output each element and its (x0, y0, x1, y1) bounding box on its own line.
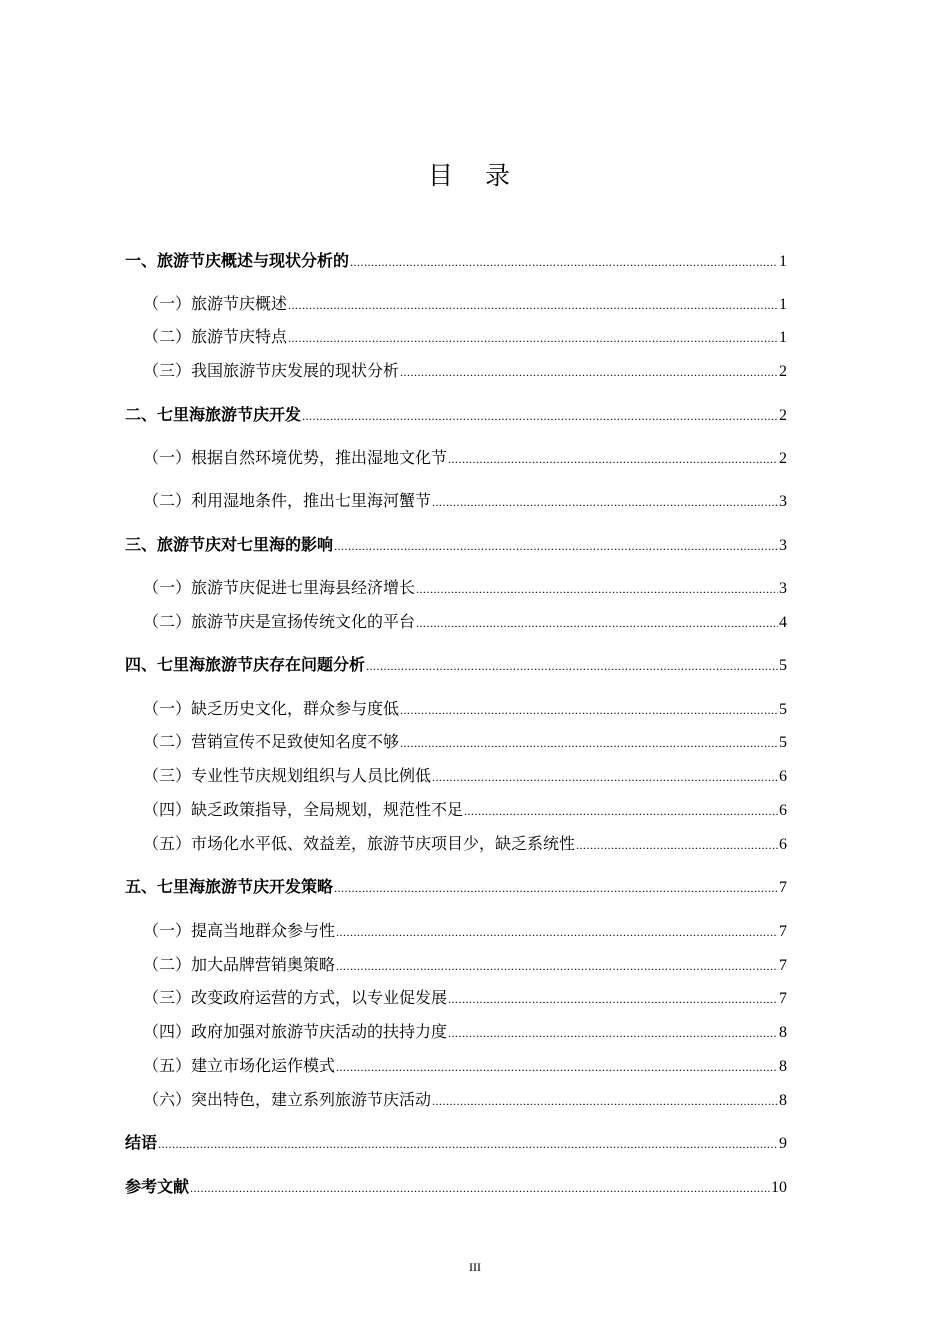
toc-page-number: 1 (779, 329, 787, 346)
toc-entry[interactable] (125, 293, 787, 316)
toc-page-number: 3 (779, 537, 787, 554)
toc-entry-text: （二）营销宣传不足致使知名度不够 (143, 732, 400, 751)
toc-entry[interactable] (125, 1089, 787, 1112)
toc-entry[interactable] (125, 876, 787, 899)
dot-leader (334, 535, 778, 557)
dot-leader (400, 699, 778, 721)
dot-leader (448, 448, 778, 470)
page-footer-number: III (469, 1260, 481, 1274)
toc-entry[interactable] (125, 698, 787, 721)
dot-leader (432, 1090, 778, 1112)
toc-entry-text: 二、七里海旅游节庆开发 (125, 405, 302, 424)
dot-leader (400, 732, 778, 754)
dot-leader (576, 834, 778, 856)
toc-page-number: 8 (779, 1024, 787, 1041)
toc-page-number: 2 (779, 363, 787, 380)
toc-entry-text: （二）利用湿地条件，推出七里海河蟹节 (143, 491, 432, 510)
dot-leader (350, 251, 778, 273)
toc-page-number: 1 (779, 253, 787, 270)
toc-entry[interactable] (125, 534, 787, 557)
toc-entry[interactable] (125, 654, 787, 677)
toc-page-number: 5 (779, 701, 787, 718)
toc-page-number: 5 (779, 734, 787, 751)
dot-leader (288, 294, 778, 316)
dot-leader (366, 655, 778, 677)
dot-leader (336, 1056, 778, 1078)
toc-page-number: 6 (779, 836, 787, 853)
toc-page-number: 7 (779, 923, 787, 940)
dot-leader (448, 1022, 778, 1044)
toc-entry[interactable] (125, 250, 787, 273)
toc-entry-text: （一）提高当地群众参与性 (143, 921, 336, 940)
toc-entry[interactable] (125, 326, 787, 349)
toc-entry-text: 结语 (125, 1133, 158, 1152)
toc-page-number: 9 (779, 1135, 787, 1152)
toc-entry-text: （一）根据自然环境优势，推出湿地文化节 (143, 448, 448, 467)
toc-entry-text: 三、旅游节庆对七里海的影响 (125, 535, 334, 554)
toc-entry-text: （三）我国旅游节庆发展的现状分析 (143, 361, 400, 380)
toc-page-number: 3 (779, 580, 787, 597)
toc-page-number: 1 (779, 296, 787, 313)
toc-entry-text: （四）缺乏政策指导，全局规划，规范性不足 (143, 800, 464, 819)
toc-page-number: 7 (779, 990, 787, 1007)
toc-entry[interactable] (125, 360, 787, 383)
dot-leader (336, 921, 778, 943)
toc-entry[interactable] (125, 1132, 787, 1155)
toc-entry-text: （一）缺乏历史文化，群众参与度低 (143, 699, 400, 718)
toc-entry-text: （二）旅游节庆是宣扬传统文化的平台 (143, 612, 416, 631)
toc-page-number: 7 (779, 957, 787, 974)
toc-entry[interactable] (125, 954, 787, 977)
toc-entry-text: （一）旅游节庆促进七里海县经济增长 (143, 578, 416, 597)
dot-leader (416, 578, 778, 600)
toc-entry[interactable] (125, 987, 787, 1010)
toc-entry-text: 五、七里海旅游节庆开发策略 (125, 877, 334, 896)
dot-leader (400, 361, 778, 383)
toc-page-number: 6 (779, 802, 787, 819)
toc-page-number: 8 (779, 1092, 787, 1109)
toc-entry[interactable] (125, 1055, 787, 1078)
toc-page-number: 2 (779, 407, 787, 424)
dot-leader (336, 955, 778, 977)
toc-entry-text: 参考文献 (125, 1177, 190, 1196)
toc-entry-text: （三）专业性节庆规划组织与人员比例低 (143, 766, 432, 785)
toc-entry[interactable] (125, 577, 787, 600)
toc-entry-text: （四）政府加强对旅游节庆活动的扶持力度 (143, 1022, 448, 1041)
toc-page-number: 8 (779, 1058, 787, 1075)
toc-entry-text: （二）旅游节庆特点 (143, 327, 288, 346)
toc-page-number: 6 (779, 768, 787, 785)
dot-leader (416, 612, 778, 634)
toc-page-number: 4 (779, 614, 787, 631)
toc-entry-text: 四、七里海旅游节庆存在问题分析 (125, 655, 366, 674)
dot-leader (464, 800, 778, 822)
toc-entry[interactable] (125, 731, 787, 754)
toc-entry-text: （六）突出特色，建立系列旅游节庆活动 (143, 1090, 432, 1109)
dot-leader (334, 877, 778, 899)
toc-entry-text: 一、旅游节庆概述与现状分析的 (125, 251, 350, 270)
toc-page-number: 5 (779, 657, 787, 674)
toc-entry[interactable] (125, 611, 787, 634)
dot-leader (448, 988, 778, 1010)
toc-entry[interactable] (125, 1176, 787, 1199)
dot-leader (158, 1133, 778, 1155)
dot-leader (288, 327, 778, 349)
dot-leader (432, 491, 778, 513)
toc-entry-text: （一）旅游节庆概述 (143, 294, 288, 313)
dot-leader (432, 766, 778, 788)
toc-entry[interactable] (125, 404, 787, 427)
dot-leader (302, 405, 778, 427)
toc-entry-text: （五）市场化水平低、效益差，旅游节庆项目少，缺乏系统性 (143, 834, 576, 853)
toc-entry[interactable] (125, 447, 787, 470)
toc-entry[interactable] (125, 1021, 787, 1044)
toc-page-number: 3 (779, 493, 787, 510)
toc-entry[interactable] (125, 833, 787, 856)
toc-entry-text: （二）加大品牌营销奥策略 (143, 955, 336, 974)
toc-entry-text: （三）改变政府运营的方式，以专业促发展 (143, 988, 448, 1007)
toc-page-number: 2 (779, 450, 787, 467)
dot-leader (190, 1177, 770, 1199)
toc-page-number: 7 (779, 879, 787, 896)
toc-title: 目 录 (428, 161, 522, 190)
toc-entry[interactable] (125, 920, 787, 943)
toc-page-number: 10 (771, 1179, 787, 1196)
toc-entry[interactable] (125, 799, 787, 822)
toc-entry-text: （五）建立市场化运作模式 (143, 1056, 336, 1075)
toc-entry[interactable] (125, 765, 787, 788)
toc-entry[interactable] (125, 490, 787, 513)
